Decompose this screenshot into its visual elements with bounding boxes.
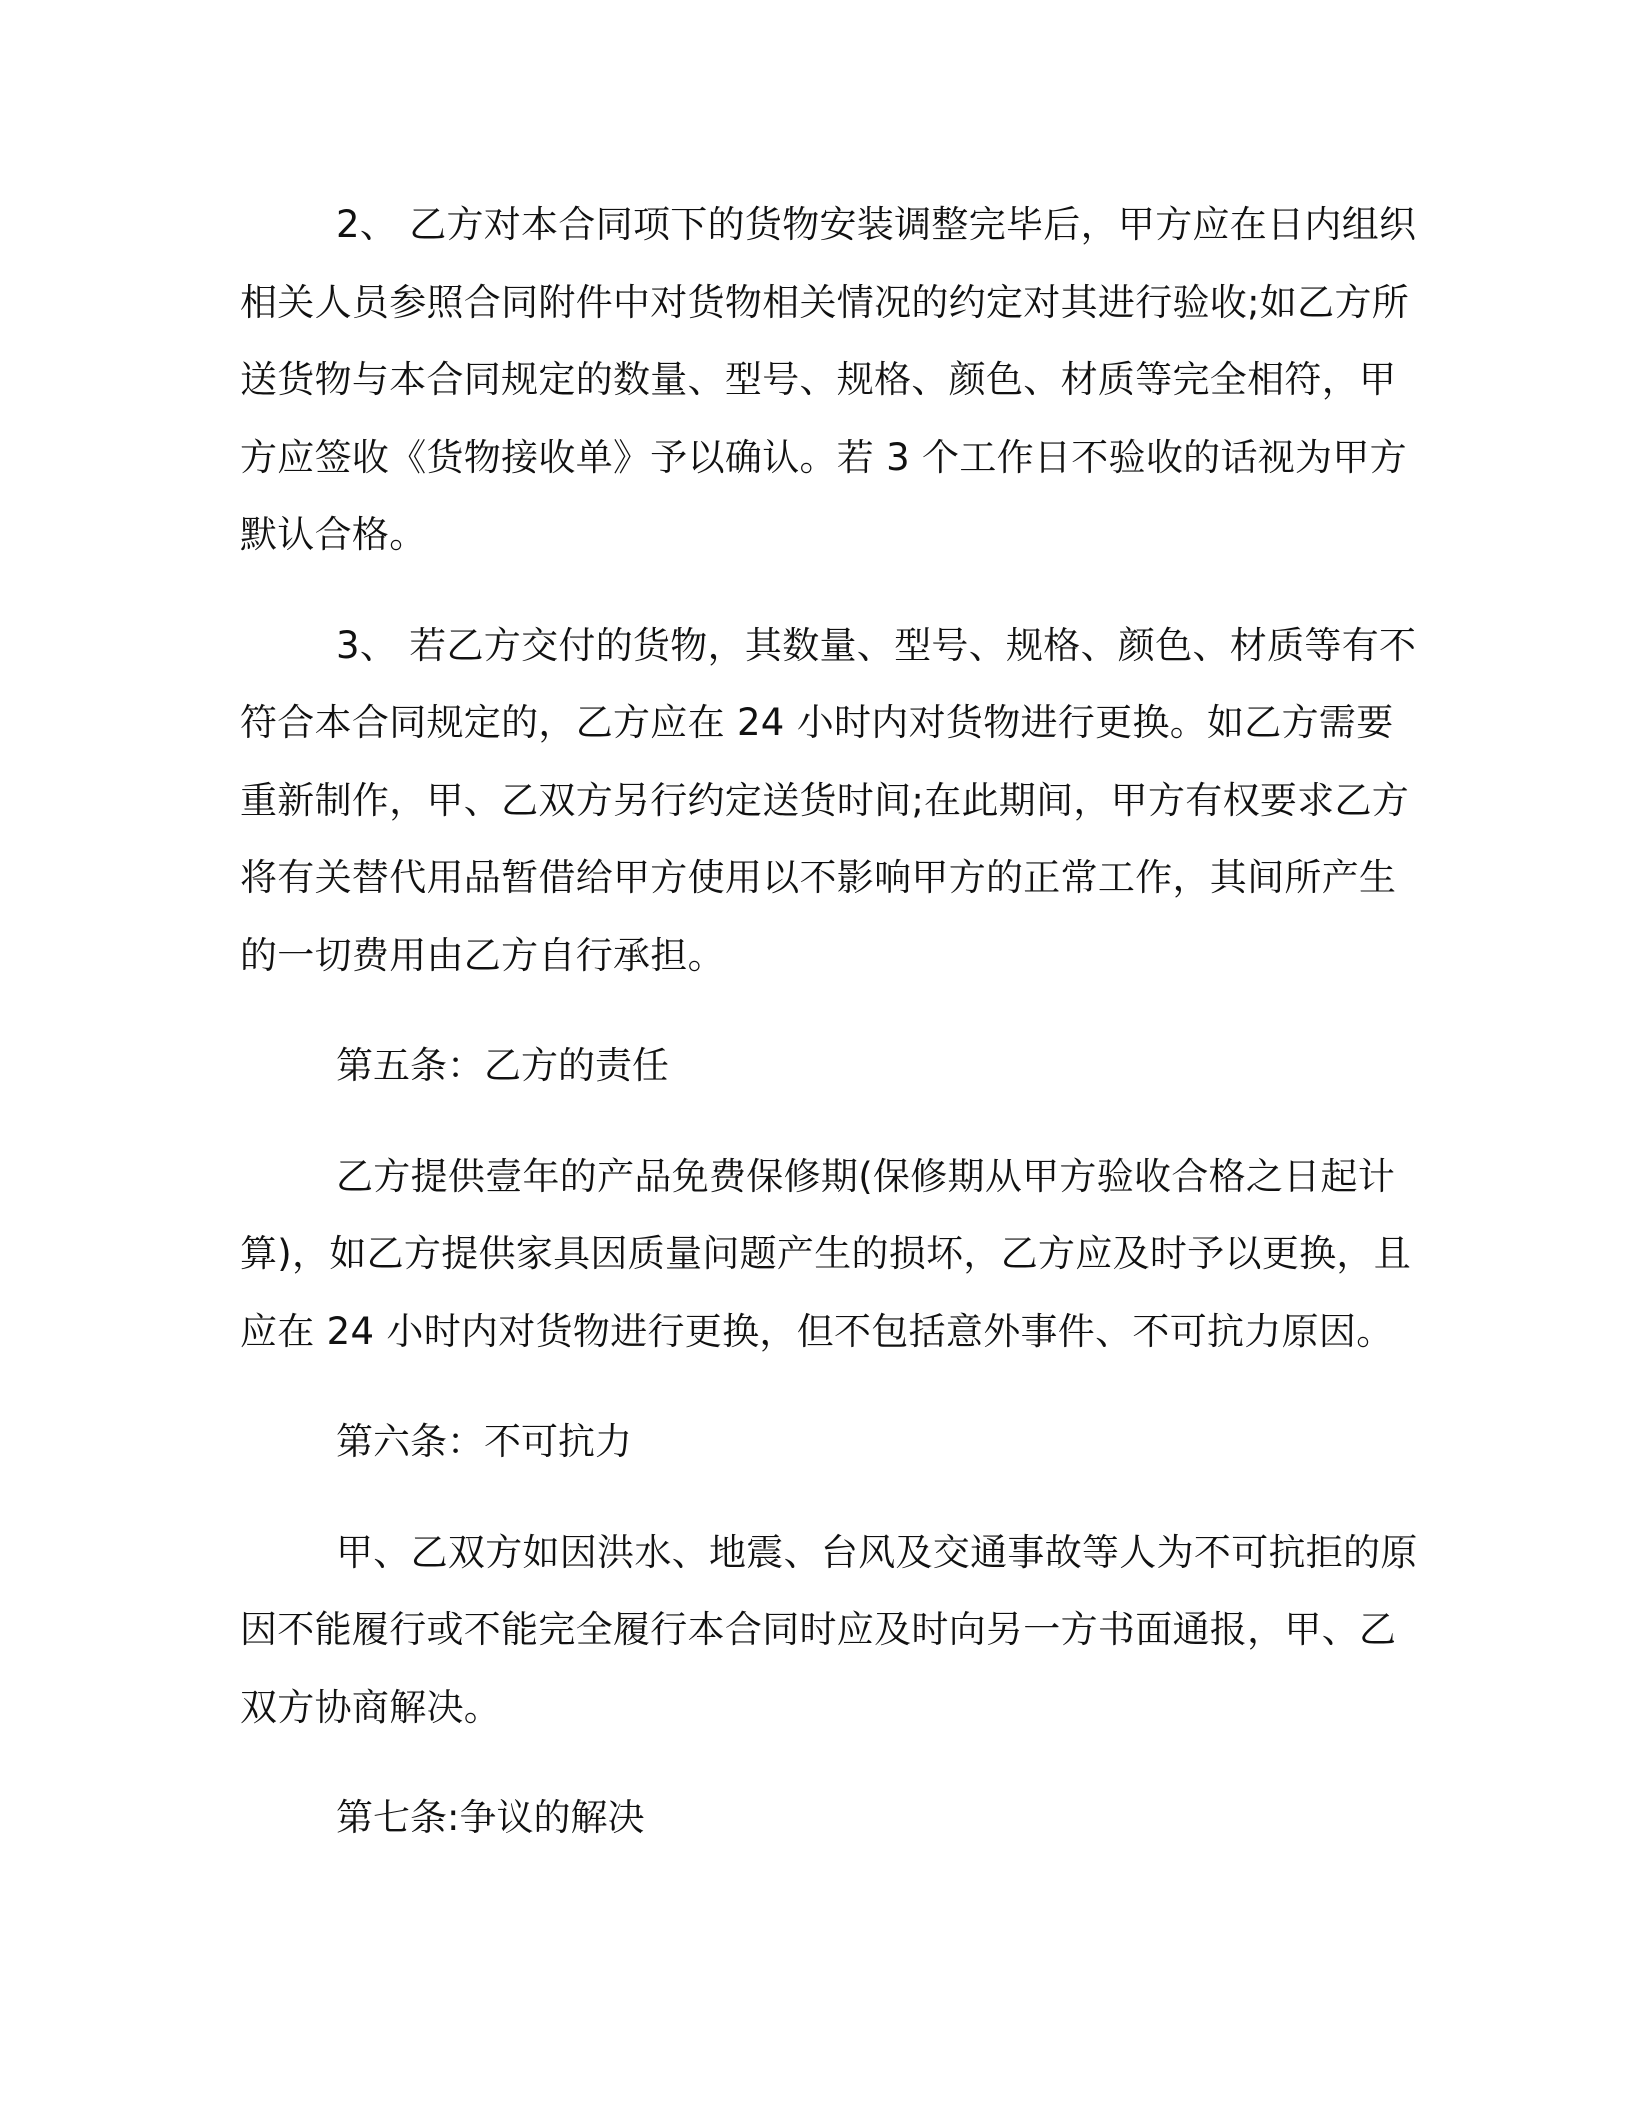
- article-6-body: 甲、乙双方如因洪水、地震、台风及交通事故等人为不可抗拒的原因不能履行或不能完全履行本合同时应及时向另一方书面通报，甲、乙双方协商解决。: [240, 1530, 1418, 1729]
- document-body: [240, 186, 1420, 1890]
- paragraph-clause-2: 2、 乙方对本合同项下的货物安装调整完毕后，甲方应在日内组织相关人员参照合同附件中对货物相关情况的约定对其进行验收;如乙方所送货物与本合同规定的数量、型号、规格、颜色、材质等完全相符，甲方应签收《货物接收单》予以确认。若 3 个工作日不验收的话视为甲方默认合格。: [240, 203, 1417, 556]
- article-7-heading: 第七条:争议的解决: [336, 1796, 645, 1839]
- article-5-body: 乙方提供壹年的产品免费保修期(保修期从甲方验收合格之日起计算)，如乙方提供家具因质量问题产生的损坏，乙方应及时予以更换，且应在 24 小时内对货物进行更换，但不包括意外事件、不可抗力原因。: [240, 1154, 1412, 1353]
- article-6-heading: 第六条：不可抗力: [336, 1420, 632, 1463]
- paragraph-clause-3: 3、 若乙方交付的货物，其数量、型号、规格、颜色、材质等有不符合本合同规定的，乙方应在 24 小时内对货物进行更换。如乙方需要重新制作，甲、乙双方另行约定送货时间;在此期间，甲方有权要求乙方将有关替代用品暂借给甲方使用以不影响甲方的正常工作，其间所产生的一切费用由乙方自行承担。: [240, 623, 1417, 977]
- article-5-heading: 第五条：乙方的责任: [336, 1044, 669, 1087]
